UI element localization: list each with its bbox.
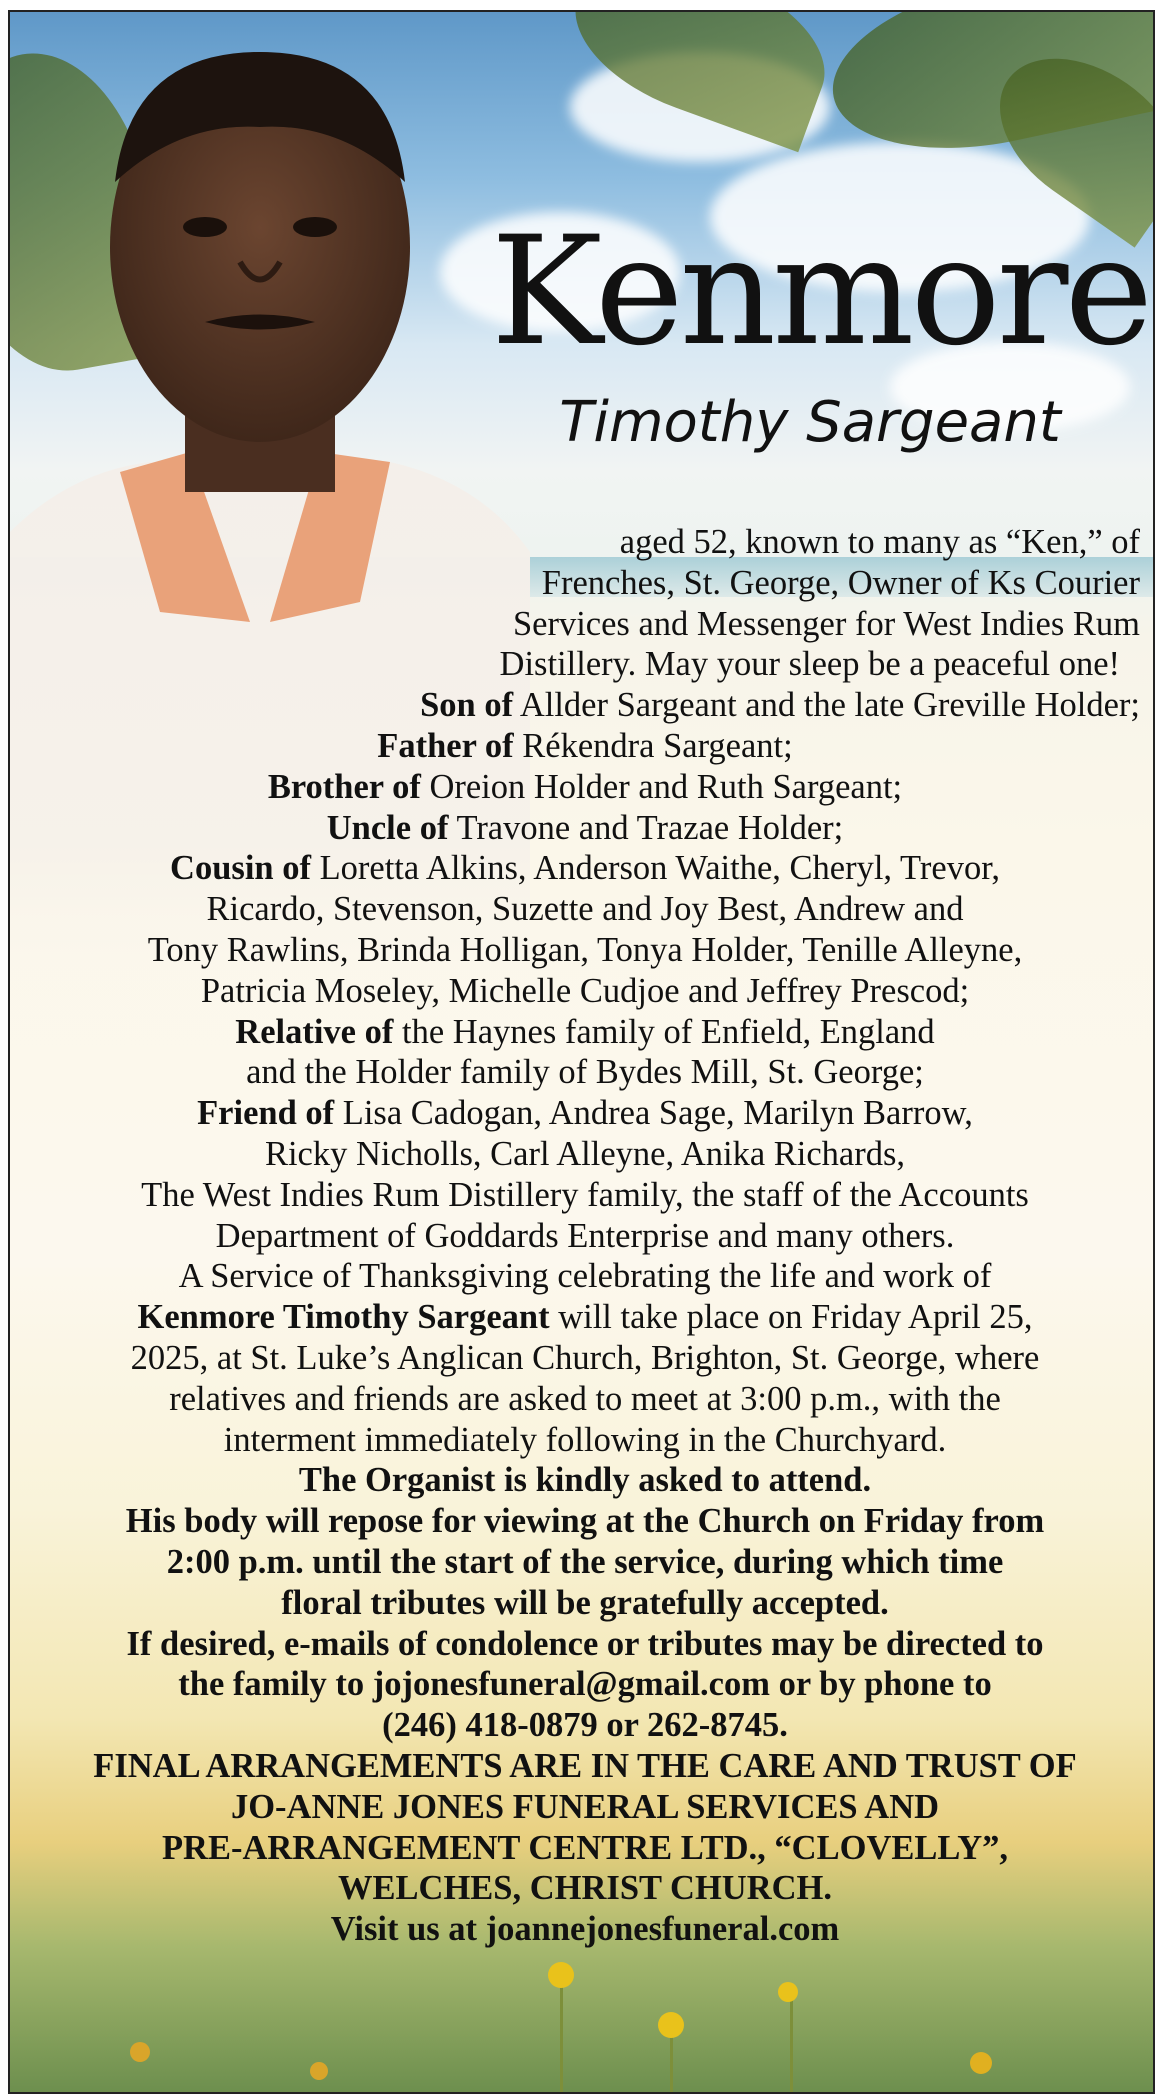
cousin-line: Ricardo, Stevenson, Suzette and Joy Best, Andrew and [206,890,964,929]
cousin-line [30,848,1140,889]
footer-line: JO-ANNE JONES FUNERAL SERVICES AND [230,1787,940,1826]
note-line: the family to jojonesfuneral@gmail.com or by phone to [178,1665,992,1704]
flower-icon [778,1982,798,2002]
obituary-card [8,10,1155,2094]
service-line [30,1297,1140,1338]
flower-icon [548,1962,574,1988]
friend-line [30,1093,1140,1134]
obituary-text [30,522,1140,1950]
father-text: Rékendra Sargeant; [513,726,793,765]
flower-stem [790,1992,793,2092]
flower-icon [130,2042,150,2062]
intro-line: Frenches, St. George, Owner of Ks Courier [541,563,1140,602]
service-line: relatives and friends are asked to meet at 3:00 p.m., with the [169,1379,1001,1418]
relative-line [30,1012,1140,1053]
son-label: Son of [420,686,514,725]
intro-line: Distillery. May your sleep be a peaceful one! [499,645,1120,684]
first-name-title: Kenmore [490,205,1150,379]
uncle-text: Travone and Trazae Holder; [448,808,844,847]
note-line: His body will repose for viewing at the Church on Friday from [125,1502,1045,1541]
note-line: floral tributes will be gratefully accepted. [281,1583,889,1622]
cousin-line: Patricia Moseley, Michelle Cudjoe and Jeffrey Prescod; [200,971,970,1010]
service-line: 2025, at St. Luke’s Anglican Church, Brighton, St. George, where [130,1338,1040,1377]
note-line: 2:00 p.m. until the start of the service, during which time [166,1542,1004,1581]
brother-text: Oreion Holder and Ruth Sargeant; [420,767,903,806]
flower-stem [560,1972,563,2092]
service-text: will take place on Friday April 25, [549,1298,1033,1337]
website-line: Visit us at joannejonesfuneral.com [330,1910,840,1949]
friend-text: Lisa Cadogan, Andrea Sage, Marilyn Barrow, [334,1094,973,1133]
cousin-text: Loretta Alkins, Anderson Waithe, Cheryl, Trevor, [310,849,1000,888]
footer-line: PRE-ARRANGEMENT CENTRE LTD., “CLOVELLY”, [161,1828,1009,1867]
full-name-subtitle: Timothy Sargeant [559,390,1061,455]
friend-label: Friend of [197,1094,335,1133]
brother-label: Brother of [267,767,421,806]
intro-line: Services and Messenger for West Indies Rum [512,604,1140,643]
note-line: If desired, e-mails of condolence or tributes may be directed to [126,1624,1044,1663]
service-line: A Service of Thanksgiving celebrating the life and work of [178,1257,992,1296]
cousin-line: Tony Rawlins, Brinda Holligan, Tonya Holder, Tenille Alleyne, [147,930,1023,969]
relative-line: and the Holder family of Bydes Mill, St. George; [246,1053,924,1092]
friend-line: Ricky Nicholls, Carl Alleyne, Anika Richards, [264,1134,906,1173]
relative-text: the Haynes family of Enfield, England [393,1012,935,1051]
friend-line: The West Indies Rum Distillery family, the staff of the Accounts [141,1175,1029,1214]
father-label: Father of [377,726,514,765]
brother-line [30,767,1140,808]
note-line: (246) 418-0879 or 262-8745. [382,1706,788,1745]
relative-label: Relative of [235,1012,394,1051]
intro-line: aged 52, known to many as “Ken,” of [619,523,1140,561]
uncle-line [30,808,1140,849]
flower-icon [310,2062,328,2080]
flower-icon [658,2012,684,2038]
footer-line: FINAL ARRANGEMENTS ARE IN THE CARE AND TRUST OF [93,1746,1077,1785]
son-text: Allder Sargeant and the late Greville Holder; [513,686,1140,725]
flower-icon [970,2052,992,2074]
uncle-label: Uncle of [326,808,449,847]
footer-line: WELCHES, CHRIST CHURCH. [338,1869,832,1908]
cousin-label: Cousin of [170,849,311,888]
note-line: The Organist is kindly asked to attend. [298,1461,872,1500]
service-line: interment immediately following in the Churchyard. [223,1420,947,1459]
son-line [30,685,1140,726]
service-name: Kenmore Timothy Sargeant [137,1298,550,1337]
friend-line: Department of Goddards Enterprise and many others. [215,1216,955,1255]
father-line [30,726,1140,767]
